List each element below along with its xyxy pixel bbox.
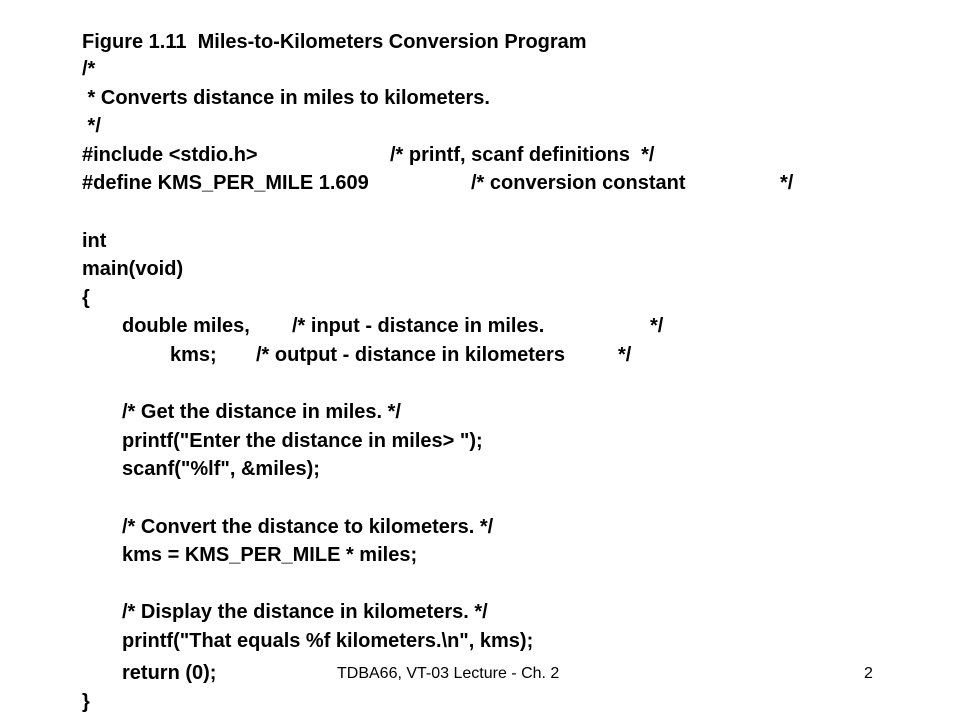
- code-line-printf-prompt: printf("Enter the distance in miles> ");: [122, 430, 483, 452]
- code-line-include: #include <stdio.h>: [82, 144, 258, 166]
- code-line-decl-miles: double miles,: [122, 315, 250, 337]
- code-line-brace-close: }: [82, 691, 90, 713]
- code-line-comment-get: /* Get the distance in miles. */: [122, 401, 401, 423]
- code-line-assign: kms = KMS_PER_MILE * miles;: [122, 544, 418, 566]
- footer-caption: TDBA66, VT-03 Lecture - Ch. 2: [337, 665, 560, 682]
- code-line-decl-miles-comment: /* input - distance in miles.: [292, 315, 545, 337]
- code-line-comment-display: /* Display the distance in kilometers. */: [122, 601, 488, 623]
- slide-title: Figure 1.11 Miles-to-Kilometers Conversion Program: [82, 31, 587, 53]
- code-line-decl-kms: kms;: [170, 344, 217, 366]
- code-line-comment-open: /*: [82, 58, 96, 80]
- code-line-brace-open: {: [82, 287, 90, 309]
- code-line-comment-convert: /* Convert the distance to kilometers. */: [122, 516, 494, 538]
- code-line-return: return (0);: [122, 662, 217, 684]
- code-line-main: main(void): [82, 258, 184, 280]
- code-line-include-comment: /* printf, scanf definitions */: [390, 144, 655, 166]
- code-line-decl-kms-comment: /* output - distance in kilometers: [256, 344, 565, 366]
- code-line-decl-kms-comment-end: */: [618, 344, 632, 366]
- code-line-scanf: scanf("%lf", &miles);: [122, 458, 320, 480]
- code-line-decl-miles-comment-end: */: [650, 315, 664, 337]
- code-line-define: #define KMS_PER_MILE 1.609: [82, 172, 369, 194]
- code-line-printf-result: printf("That equals %f kilometers.\n", kms);: [122, 630, 534, 652]
- code-line-define-comment: /* conversion constant: [471, 172, 686, 194]
- code-line-int: int: [82, 230, 107, 252]
- page-number: 2: [864, 665, 873, 682]
- code-line-comment-close: */: [82, 115, 101, 137]
- code-line-comment-body: * Converts distance in miles to kilometers.: [82, 87, 490, 109]
- code-line-define-comment-end: */: [780, 172, 794, 194]
